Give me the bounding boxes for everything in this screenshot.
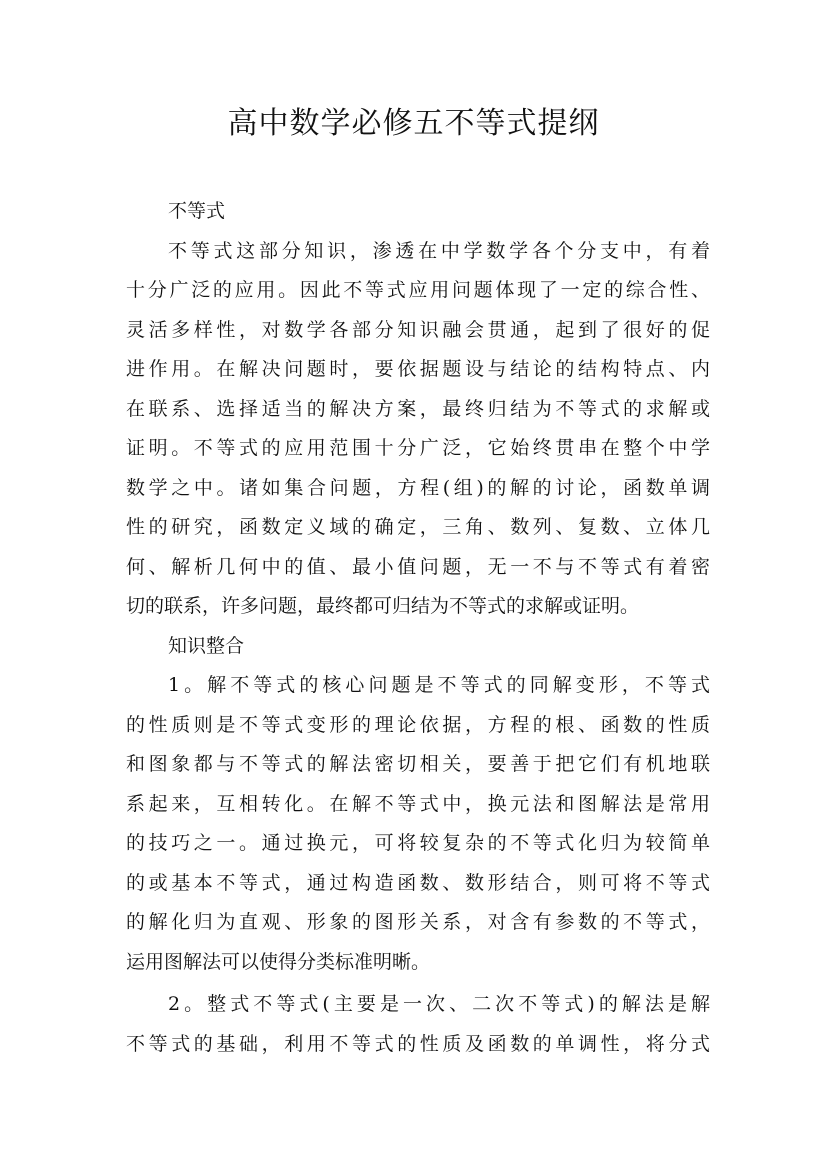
paragraph-line: 进作用。在解决问题时，要依据题设与结论的结构特点、内: [126, 358, 710, 380]
section-heading-knowledge: 知识整合: [168, 634, 245, 657]
paragraph-line: 性的研究，函数定义域的确定，三角、数列、复数、立体几: [126, 516, 710, 538]
paragraph-line: 灵活多样性，对数学各部分知识融会贯通，起到了很好的促: [126, 318, 710, 341]
paragraph-line: 和图象都与不等式的解法密切相关，要善于把它们有机地联: [126, 753, 710, 775]
paragraph-line: 2。整式不等式(主要是一次、二次不等式)的解法是解: [168, 993, 710, 1015]
document-title: 高中数学必修五不等式提纲: [227, 106, 600, 141]
paragraph-line: 切的联系，许多问题，最终都可归结为不等式的求解或证明。: [126, 595, 640, 617]
paragraph-line: 运用图解法可以使得分类标准明晰。: [126, 950, 431, 973]
paragraph-line: 证明。不等式的应用范围十分广泛，它始终贯串在整个中学: [126, 437, 710, 459]
paragraph-line: 数学之中。诸如集合问题，方程(组)的解的讨论，函数单调: [126, 476, 710, 499]
document-body: [126, 192, 710, 1064]
paragraph-line: 何、解析几何中的值、最小值问题，无一不与不等式有着密: [126, 555, 710, 578]
paragraph-line: 不等式这部分知识，渗透在中学数学各个分支中，有着: [168, 239, 710, 262]
paragraph-line: 的性质则是不等式变形的理论依据，方程的根、函数的性质: [126, 713, 710, 736]
paragraph-line: 1。解不等式的核心问题是不等式的同解变形，不等式: [168, 674, 710, 696]
paragraph-line: 的技巧之一。通过换元，可将较复杂的不等式化归为较简单: [126, 832, 710, 854]
paragraph-line: 系起来，互相转化。在解不等式中，换元法和图解法是常用: [126, 792, 710, 815]
paragraph-line: 的解化归为直观、形象的图形关系，对含有参数的不等式，: [126, 911, 710, 933]
paragraph-line: 不等式的基础，利用不等式的性质及函数的单调性，将分式: [126, 1032, 710, 1055]
paragraph-line: 十分广泛的应用。因此不等式应用问题体现了一定的综合性、: [126, 279, 710, 301]
paragraph-line: 的或基本不等式，通过构造函数、数形结合，则可将不等式: [126, 871, 710, 894]
paragraph-line: 在联系、选择适当的解决方案，最终归结为不等式的求解或: [126, 397, 710, 420]
section-heading-inequality: 不等式: [168, 200, 226, 222]
